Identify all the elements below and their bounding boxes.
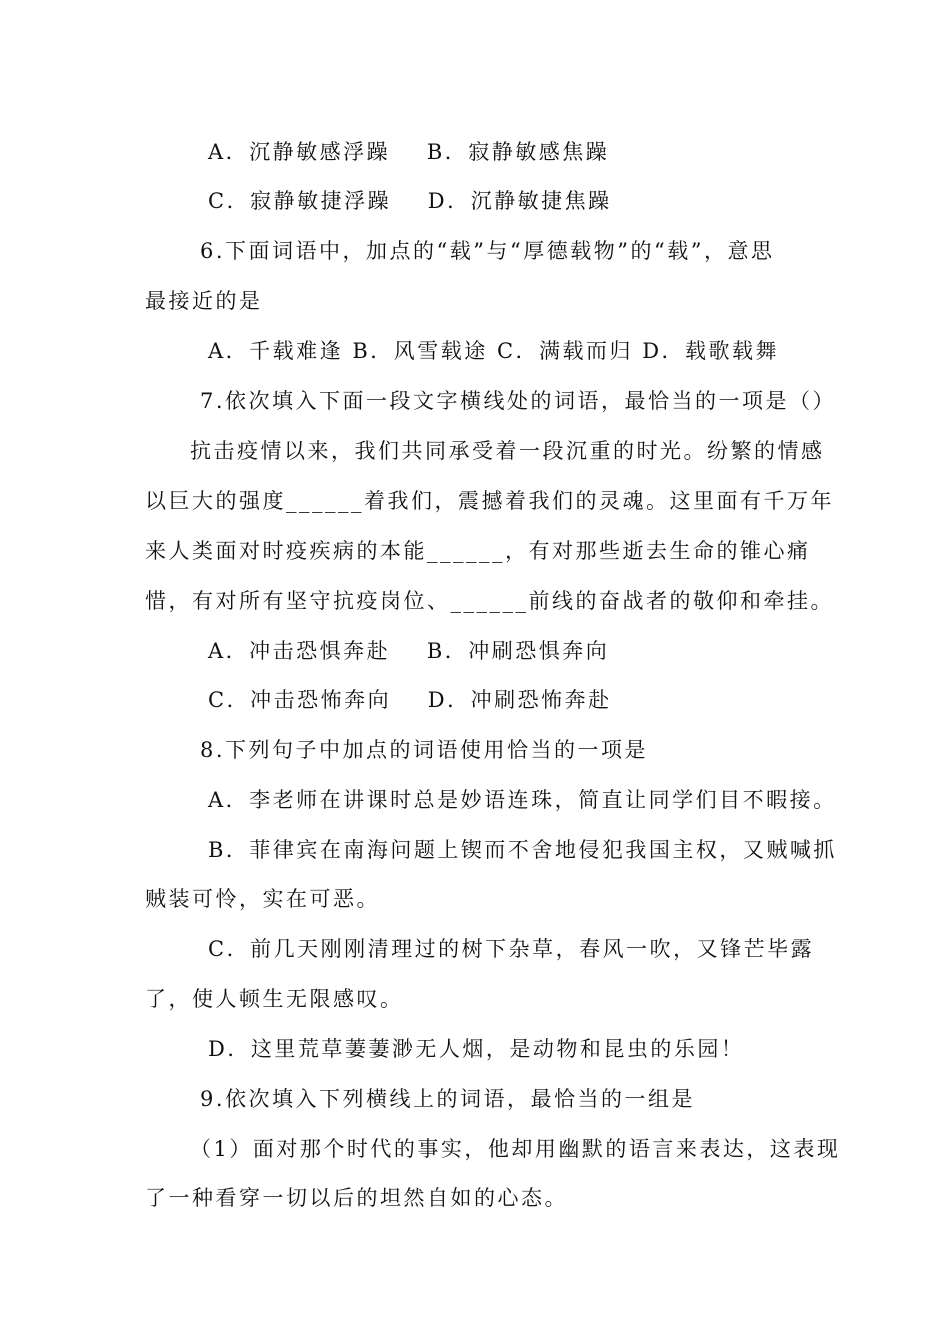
q7-passage-line-2: 以巨大的强度______着我们，震撼着我们的灵魂。这里面有千万年: [145, 489, 834, 513]
q9-item-1-line-2: 了一种看穿一切以后的坦然自如的心态。: [145, 1186, 568, 1210]
q6-stem-line-1: 6.下面词语中，加点的“载”与“厚德载物”的“载”，意思: [200, 239, 775, 263]
q5-options-cd: C．寂静敏捷浮躁 D．沉静敏捷焦躁: [208, 189, 612, 213]
q8-option-a: A．李老师在讲课时总是妙语连珠，简直让同学们目不暇接。: [208, 788, 837, 812]
q8-option-b-line-2: 贼装可怜，实在可恶。: [145, 887, 380, 911]
q7-options-cd: C．冲击恐怖奔向 D．冲刷恐怖奔赴: [208, 688, 612, 712]
q8-option-d: D．这里荒草萋萋渺无人烟，是动物和昆虫的乐园！: [208, 1037, 745, 1061]
q7-options-ab: A．冲击恐惧奔赴 B．冲刷恐惧奔向: [208, 639, 610, 663]
q7-passage-line-4: 惜，有对所有坚守抗疫岗位、______前线的奋战者的敬仰和牵挂。: [145, 589, 834, 613]
q9-item-1-line-1: （1）面对那个时代的事实，他却用幽默的语言来表达，这表现: [190, 1137, 841, 1161]
q8-option-c-line-2: 了，使人顿生无限感叹。: [145, 987, 404, 1011]
q8-stem: 8.下列句子中加点的词语使用恰当的一项是: [200, 738, 649, 762]
q9-stem: 9.依次填入下列横线上的词语，最恰当的一组是: [200, 1087, 696, 1111]
q7-passage-line-1: 抗击疫情以来，我们共同承受着一段沉重的时光。纷繁的情感: [190, 439, 825, 463]
q7-passage-line-3: 来人类面对时疫疾病的本能______，有对那些逝去生命的锥心痛: [145, 539, 811, 563]
q6-options: A．千载难逢 B．风雪载途 C．满载而归 D．载歌载舞: [208, 339, 780, 363]
q8-option-b-line-1: B．菲律宾在南海问题上锲而不舍地侵犯我国主权，又贼喊抓: [208, 838, 837, 862]
q6-stem-line-2: 最接近的是: [145, 289, 263, 313]
q8-option-c-line-1: C．前几天刚刚清理过的树下杂草，春风一吹，又锋芒毕露: [208, 937, 815, 961]
q5-options-ab: A．沉静敏感浮躁 B．寂静敏感焦躁: [208, 140, 610, 164]
q7-stem: 7.依次填入下面一段文字横线处的词语，最恰当的一项是（）: [200, 389, 837, 413]
